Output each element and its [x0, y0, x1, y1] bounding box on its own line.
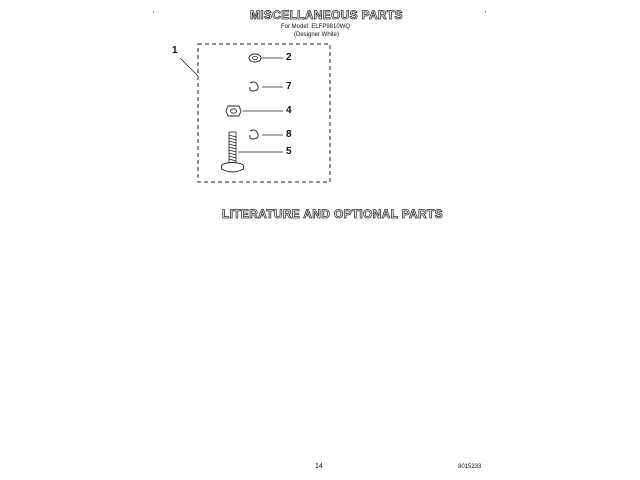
kit-bag-outline [198, 44, 330, 182]
washer-icon [249, 54, 261, 62]
leader-1 [180, 58, 198, 76]
clip-icon [250, 130, 258, 139]
model-line: For Model: ELFP9810WQ [281, 24, 351, 30]
clip-icon [250, 82, 258, 91]
nut-icon [226, 106, 241, 116]
callout-1: 1 [172, 45, 178, 56]
page-title: MISCELLANEOUS PARTS [250, 8, 403, 22]
callout-7: 7 [286, 81, 292, 92]
callout-2: 2 [286, 52, 292, 63]
page-number: 14 [315, 463, 323, 470]
callout-4: 4 [286, 105, 292, 116]
callout-8: 8 [286, 129, 292, 140]
variant-line: (Designer White) [294, 32, 340, 38]
callout-5: 5 [286, 146, 292, 157]
document-code: 8015233 [458, 464, 482, 470]
section-title-literature: LITERATURE AND OPTIONAL PARTS [222, 207, 443, 221]
